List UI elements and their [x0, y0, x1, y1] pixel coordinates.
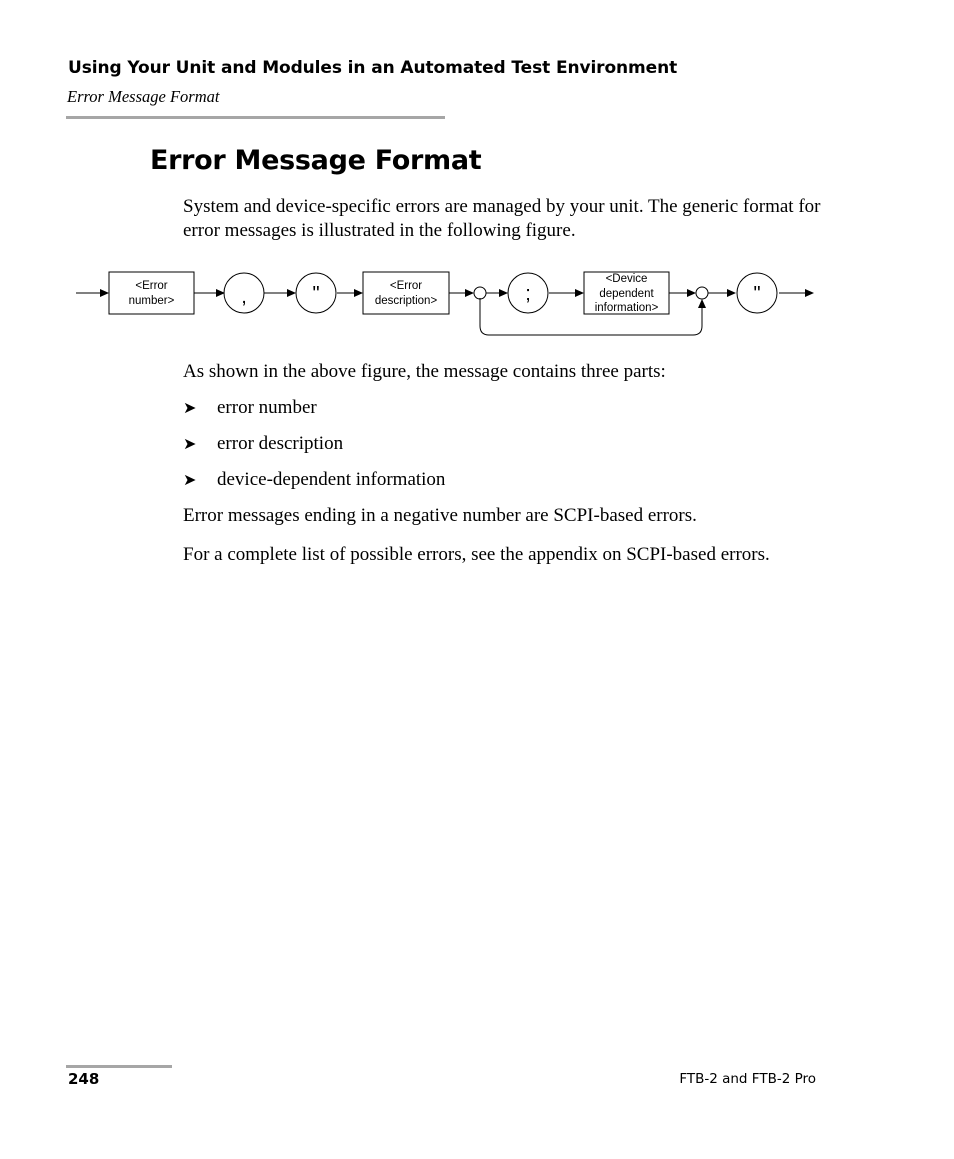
arrowhead-bullet-icon: ➤ — [183, 398, 197, 417]
error-description-line-2: description> — [374, 295, 438, 307]
appendix-note: For a complete list of possible errors, see the appendix on SCPI-based errors. — [183, 544, 770, 565]
error-description-line-1: <Error — [389, 280, 423, 292]
header-rule — [66, 116, 445, 119]
arrowhead-bullet-icon: ➤ — [183, 470, 197, 489]
page-number: 248 — [68, 1070, 100, 1088]
arrowhead-bullet-icon: ➤ — [183, 434, 197, 453]
error-number-line-1: <Error — [135, 280, 168, 292]
semicolon-symbol: ; — [525, 283, 531, 305]
negative-number-note: Error messages ending in a negative number are SCPI-based errors. — [183, 505, 697, 526]
list-item — [183, 432, 343, 456]
chapter-title: Using Your Unit and Modules in an Automated Test Environment — [68, 58, 678, 78]
footer-rule — [66, 1065, 172, 1068]
section-title: Error Message Format — [150, 145, 482, 176]
section-subtitle: Error Message Format — [67, 87, 220, 106]
list-item-label: device-dependent information — [217, 469, 446, 490]
open-quote-symbol: " — [312, 283, 320, 305]
junction-1 — [474, 287, 486, 299]
device-info-line-3: information> — [594, 302, 659, 314]
parts-intro: As shown in the above figure, the message contains three parts: — [183, 361, 666, 382]
list-item-label: error number — [217, 397, 317, 418]
close-quote-symbol: " — [753, 283, 761, 305]
device-info-line-2: dependent — [599, 288, 654, 300]
comma-symbol: , — [241, 286, 247, 308]
intro-paragraph: System and device-specific errors are managed by your unit. The generic format for error messages is illustrated in the following figure. — [183, 196, 821, 241]
error-format-diagram — [0, 260, 954, 342]
error-description-box — [363, 272, 449, 314]
junction-2 — [696, 287, 708, 299]
error-number-line-2: number> — [128, 295, 175, 307]
list-item — [183, 396, 317, 420]
product-name: FTB-2 and FTB-2 Pro — [679, 1071, 816, 1087]
error-number-box — [109, 272, 194, 314]
list-item — [183, 468, 445, 492]
list-item-label: error description — [217, 433, 344, 454]
device-info-line-1: <Device — [605, 273, 648, 285]
